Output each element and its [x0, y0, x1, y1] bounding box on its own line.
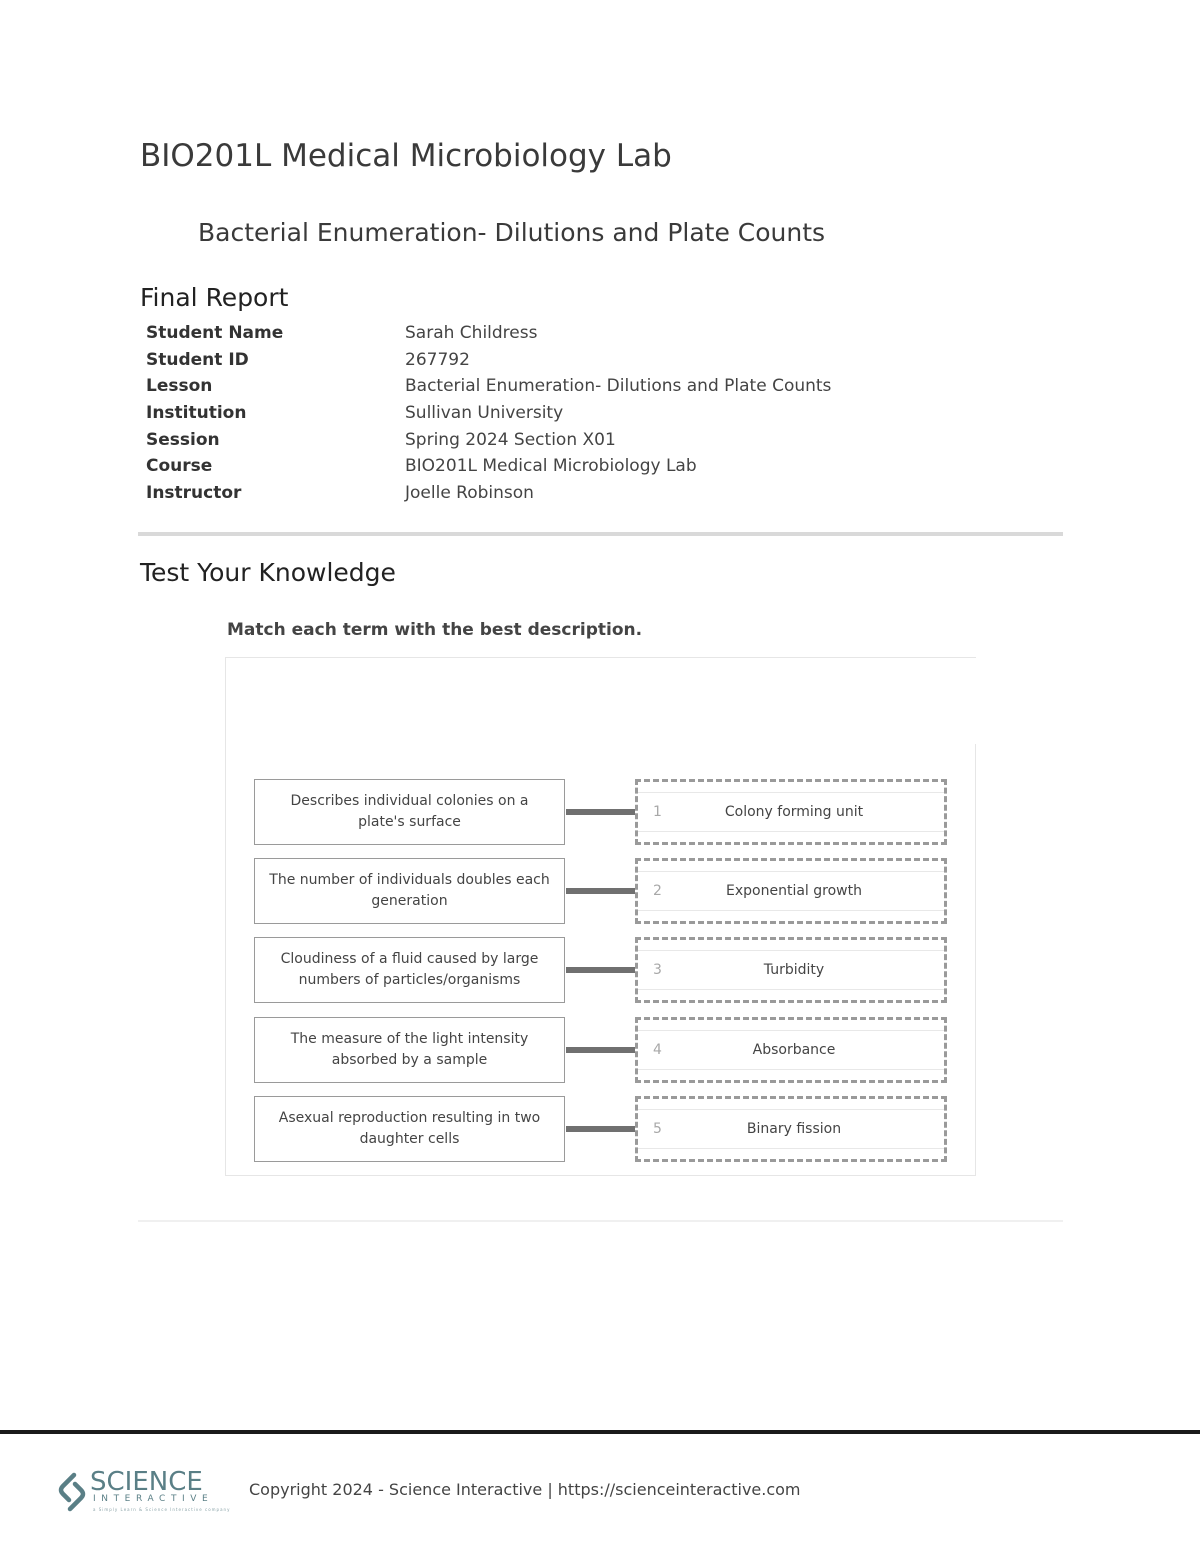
science-interactive-logo: [57, 1467, 231, 1516]
lesson-title: Bacterial Enumeration- Dilutions and Plate Counts: [198, 218, 826, 247]
footer-rule: [0, 1430, 1200, 1434]
info-value: Joelle Robinson: [405, 483, 534, 504]
logo-mark-icon: [57, 1472, 87, 1512]
term-drop-zone-5[interactable]: [635, 1096, 947, 1162]
info-value: Bacterial Enumeration- Dilutions and Plate Counts: [405, 376, 832, 397]
term-number: 2: [653, 883, 662, 899]
term-card-1[interactable]: [638, 792, 944, 832]
info-label: Lesson: [146, 376, 213, 397]
info-value: Spring 2024 Section X01: [405, 429, 616, 450]
test-your-knowledge-heading: Test Your Knowledge: [140, 558, 396, 587]
info-label: Student Name: [146, 323, 284, 343]
info-label: Institution: [146, 403, 247, 424]
term-number: 1: [653, 804, 662, 820]
description-box-1: Describes individual colonies on a plate's surface: [254, 779, 565, 845]
term-label: Turbidity: [763, 962, 825, 978]
info-row-lesson: [146, 373, 1066, 400]
term-label: Absorbance: [752, 1042, 836, 1058]
copyright-text: Copyright 2024 - Science Interactive | https://scienceinteractive.com: [249, 1480, 801, 1499]
matching-instruction: Match each term with the best description.: [227, 620, 643, 640]
term-label: Colony forming unit: [724, 804, 864, 820]
description-box-3: Cloudiness of a fluid caused by large numbers of particles/organisms: [254, 937, 565, 1003]
match-connector-2: [566, 888, 636, 894]
description-box-2: The number of individuals doubles each generation: [254, 858, 565, 924]
term-label: Binary fission: [746, 1121, 842, 1137]
term-number: 3: [653, 962, 662, 978]
info-value: Sullivan University: [405, 403, 564, 424]
term-drop-zone-3[interactable]: [635, 937, 947, 1003]
course-title: BIO201L Medical Microbiology Lab: [140, 138, 672, 174]
match-connector-3: [566, 967, 636, 973]
info-row-institution: [146, 400, 1066, 427]
term-card-5[interactable]: [638, 1109, 944, 1149]
match-connector-1: [566, 809, 636, 815]
section-end-divider: [138, 1220, 1063, 1222]
description-box-4: The measure of the light intensity absorbed by a sample: [254, 1017, 565, 1083]
term-number: 5: [653, 1121, 662, 1137]
info-label: Student ID: [146, 349, 249, 370]
term-card-2[interactable]: [638, 871, 944, 911]
info-row-student-id: [146, 347, 1066, 374]
description-box-5: Asexual reproduction resulting in two daughter cells: [254, 1096, 565, 1162]
section-divider: [138, 532, 1063, 536]
final-report-heading: Final Report: [140, 283, 289, 312]
term-drop-zone-2[interactable]: [635, 858, 947, 924]
info-value: 267792: [405, 349, 470, 370]
term-card-4[interactable]: [638, 1030, 944, 1070]
info-row-instructor: [146, 480, 1066, 507]
report-info-table: [146, 320, 1066, 507]
term-label: Exponential growth: [726, 883, 862, 899]
info-row-session: [146, 427, 1066, 454]
matching-frame-edge: [975, 744, 976, 1176]
info-row-student-name: [146, 320, 1066, 347]
info-row-course: [146, 453, 1066, 480]
term-card-3[interactable]: [638, 950, 944, 990]
info-label: Instructor: [146, 483, 242, 504]
logo-wordmark: SCIENCE: [90, 1467, 203, 1497]
info-value: BIO201L Medical Microbiology Lab: [405, 456, 697, 477]
term-drop-zone-1[interactable]: [635, 779, 947, 845]
term-drop-zone-4[interactable]: [635, 1017, 947, 1083]
info-value: Sarah Childress: [405, 323, 538, 343]
logo-tagline: a Simply Learn & Science Interactive company: [93, 1507, 231, 1512]
info-label: Course: [146, 456, 213, 477]
info-label: Session: [146, 429, 220, 450]
logo-subtitle: INTERACTIVE: [93, 1494, 214, 1504]
match-connector-4: [566, 1047, 636, 1053]
match-connector-5: [566, 1126, 636, 1132]
term-number: 4: [653, 1042, 662, 1058]
